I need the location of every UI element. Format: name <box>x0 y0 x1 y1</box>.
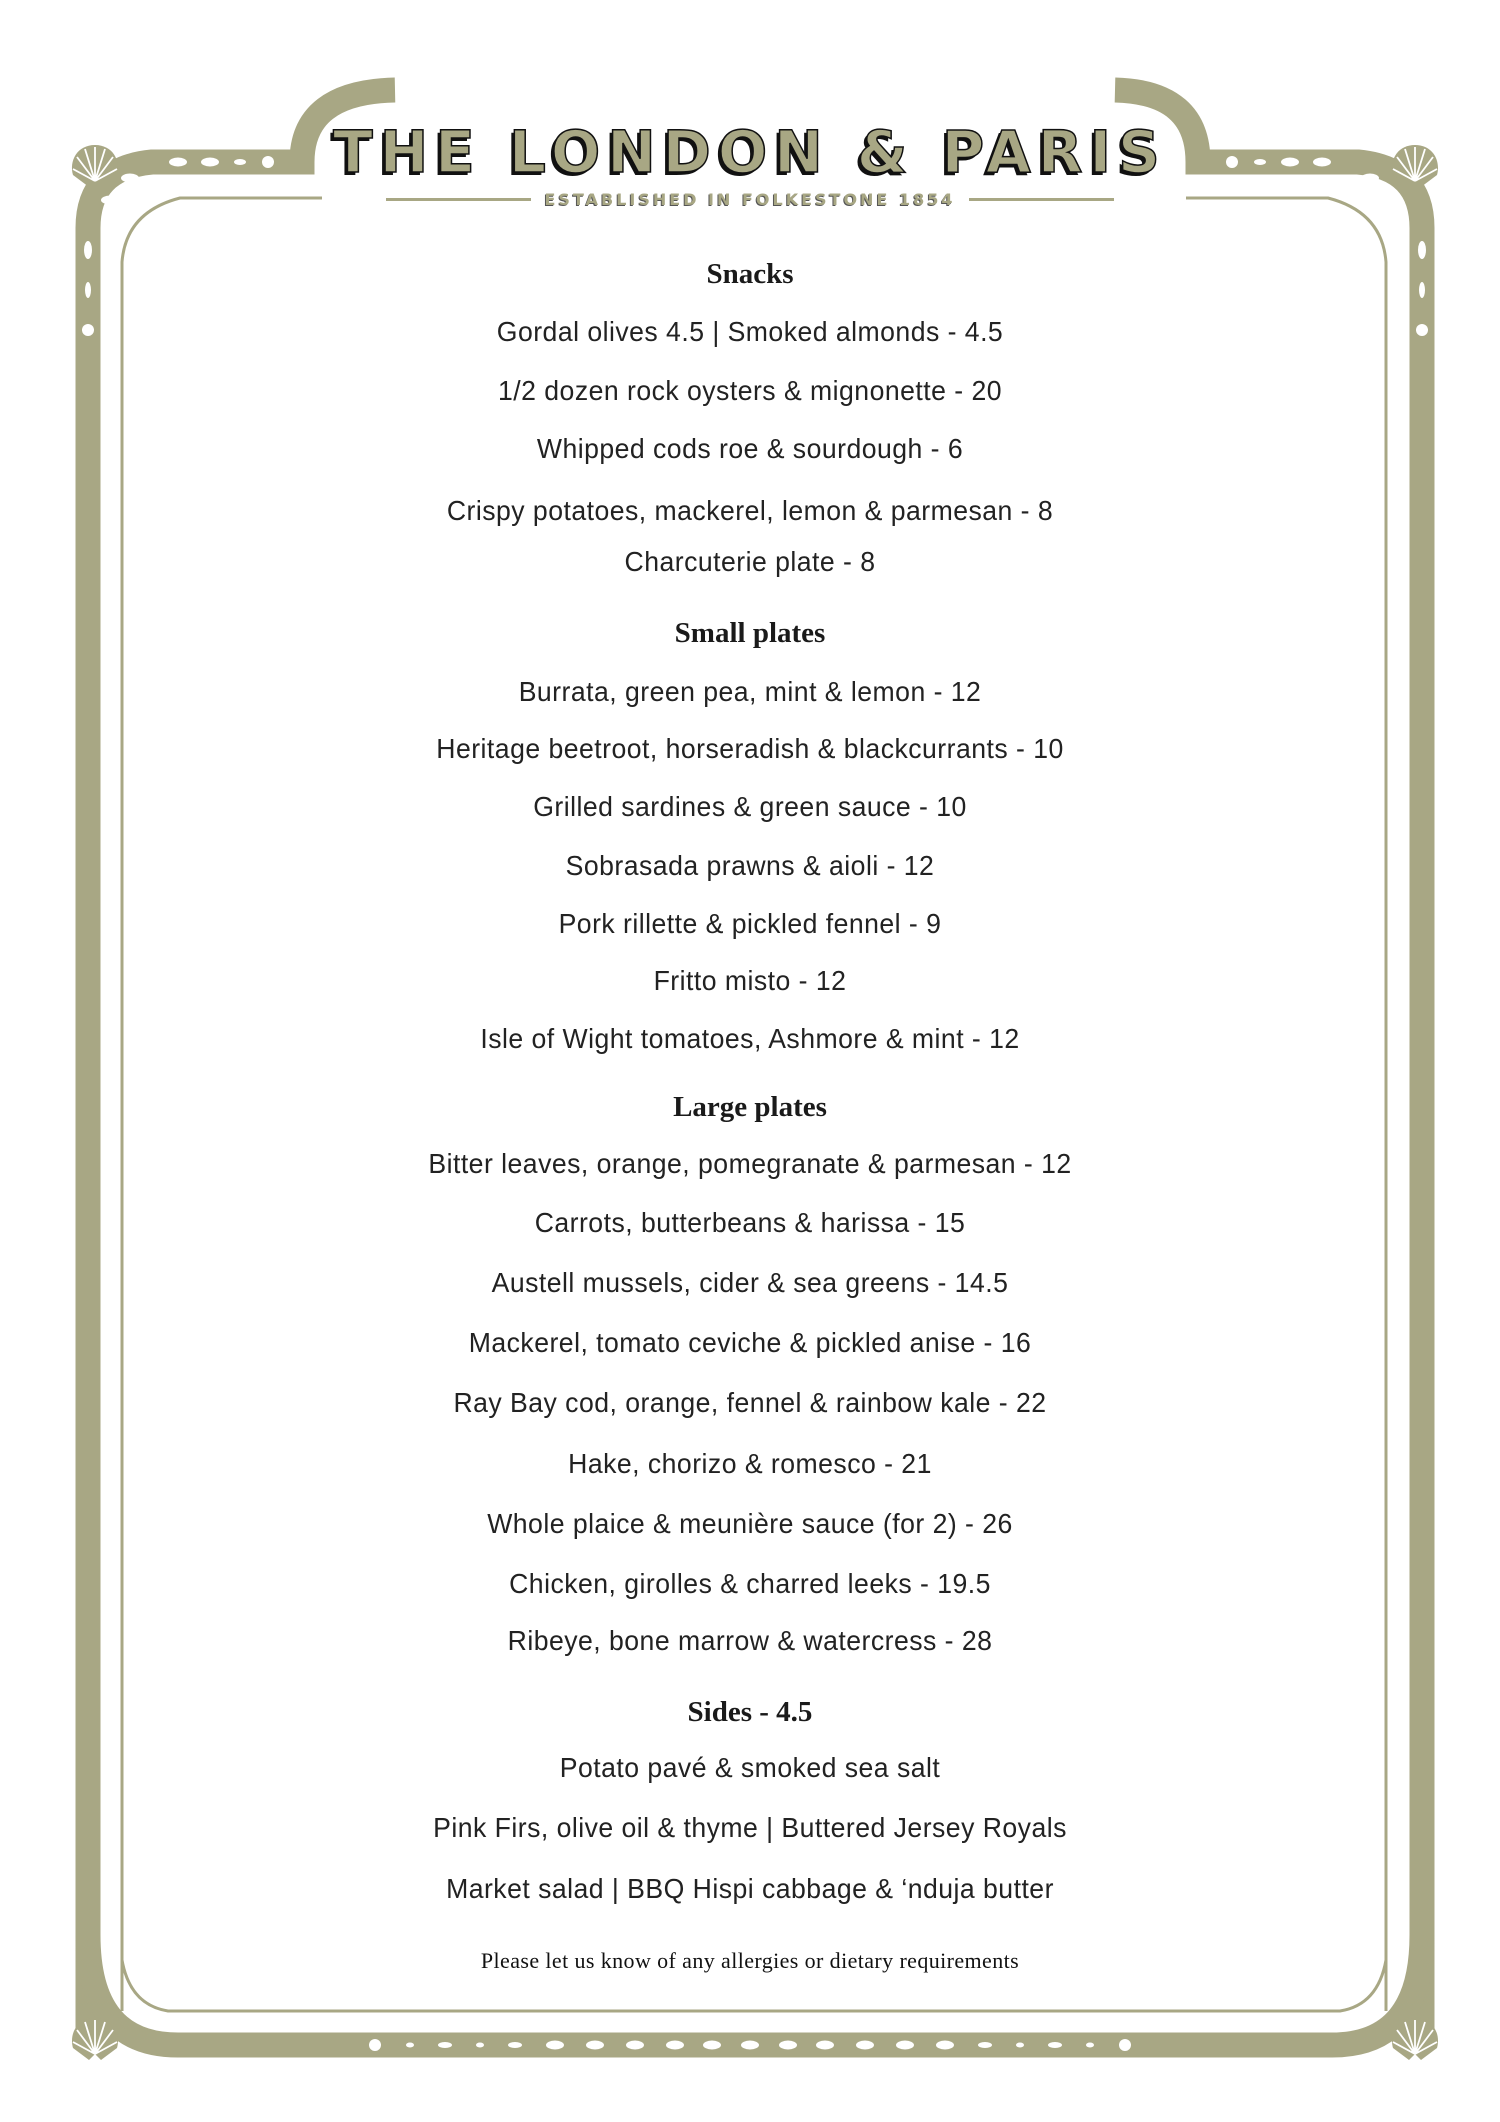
menu-item: Ribeye, bone marrow & watercress - 28 <box>507 1625 993 1656</box>
menu-item: Gordal olives 4.5 | Smoked almonds - 4.5 <box>496 316 1004 347</box>
menu-item: Potato pavé & smoked sea salt <box>559 1752 941 1783</box>
menu-item: Grilled sardines & green sauce - 10 <box>533 791 967 822</box>
menu-item: Austell mussels, cider & sea greens - 14.5 <box>491 1267 1009 1298</box>
section-heading-sides: Sides - 4.5 <box>687 1696 813 1728</box>
section-heading-small-plates: Small plates <box>674 617 826 649</box>
menu-item: Burrata, green pea, mint & lemon - 12 <box>518 676 982 707</box>
scallop-shell-icon <box>72 2018 118 2060</box>
menu-item: Sobrasada prawns & aioli - 12 <box>565 850 935 881</box>
menu-item: Charcuterie plate - 8 <box>624 546 876 577</box>
restaurant-logo <box>0 118 1500 209</box>
divider-right <box>969 198 1114 201</box>
menu-item: Pork rillette & pickled fennel - 9 <box>558 908 942 939</box>
menu-item: Heritage beetroot, horseradish & blackcurrants - 10 <box>436 733 1064 764</box>
menu-item: Carrots, butterbeans & harissa - 15 <box>534 1207 966 1238</box>
menu-item: Mackerel, tomato ceviche & pickled anise - 16 <box>468 1327 1032 1358</box>
menu-item: Chicken, girolles & charred leeks - 19.5 <box>509 1568 991 1599</box>
menu-item: Whipped cods roe & sourdough - 6 <box>536 433 964 464</box>
menu-item: Isle of Wight tomatoes, Ashmore & mint - 12 <box>480 1023 1020 1054</box>
divider-left <box>386 198 531 201</box>
menu-item: 1/2 dozen rock oysters & mignonette - 20 <box>498 375 1002 406</box>
restaurant-name: THE LONDON & PARIS <box>333 118 1167 186</box>
menu-item: Pink Firs, olive oil & thyme | Buttered Jersey Royals <box>433 1812 1067 1843</box>
menu-item: Whole plaice & meunière sauce (for 2) - 26 <box>487 1508 1013 1539</box>
section-heading-snacks: Snacks <box>706 258 794 290</box>
menu-item: Market salad | BBQ Hispi cabbage & ‘nduja butter <box>446 1873 1054 1904</box>
section-heading-large-plates: Large plates <box>673 1091 827 1123</box>
scallop-shell-icon <box>1392 2018 1438 2060</box>
established-line <box>0 190 1500 209</box>
established-text: ESTABLISHED IN FOLKESTONE 1854 <box>544 190 956 209</box>
menu-item: Fritto misto - 12 <box>653 965 847 996</box>
menu-item: Crispy potatoes, mackerel, lemon & parmesan - 8 <box>446 495 1054 526</box>
menu-item: Bitter leaves, orange, pomegranate & parmesan - 12 <box>428 1148 1072 1179</box>
allergy-note: Please let us know of any allergies or dietary requirements <box>480 1948 1020 1973</box>
menu-item: Hake, chorizo & romesco - 21 <box>568 1448 932 1479</box>
menu-item: Ray Bay cod, orange, fennel & rainbow kale - 22 <box>453 1387 1047 1418</box>
